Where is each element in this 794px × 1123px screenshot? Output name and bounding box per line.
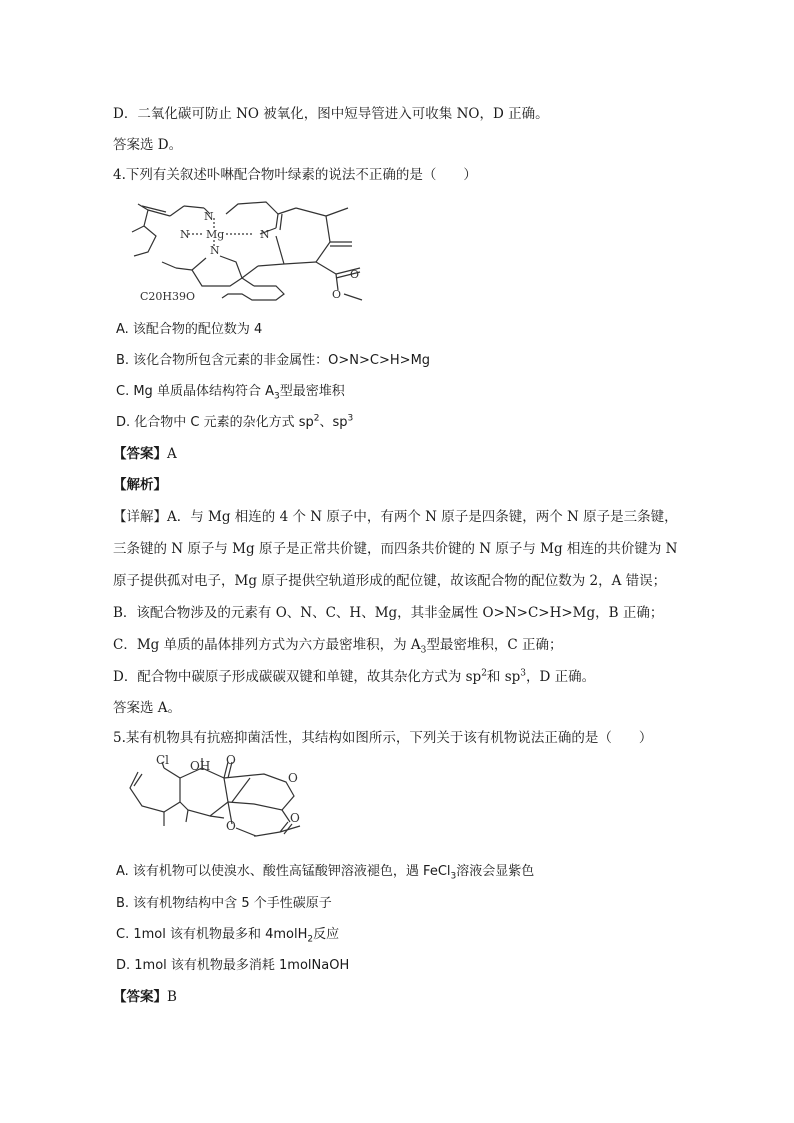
q5-option-c-post: 反应 — [313, 927, 340, 942]
q4-detail-line-6 — [113, 668, 595, 686]
chlorophyll-structure-figure — [126, 196, 376, 304]
q3-answer-line: 答案选 D。 — [113, 137, 183, 153]
q5-option-c — [116, 926, 339, 944]
figure-atom-cl: Cl — [156, 753, 170, 767]
q3-option-d: D．二氧化碳可防止 NO 被氧化，图中短导管进入可收集 NO，D 正确。 — [113, 106, 549, 122]
figure-atom-n1: N — [204, 210, 214, 223]
q4-option-b: B. 该化合物所包含元素的非金属性：O>N>C>H>Mg — [116, 353, 431, 368]
q4-detail-line-3: 原子提供孤对电子，Mg 原子提供空轨道形成的配位键，故该配合物的配位数为 2，A 错误； — [113, 573, 667, 589]
q4-detail-line-1: 【详解】A．与 Mg 相连的 4 个 N 原子中，有两个 N 原子是四条键，两个 N 原子是三条键， — [113, 509, 678, 525]
q4-answer-tag: 【答案】 — [113, 446, 167, 462]
q5-option-a-post: 溶液会显紫色 — [456, 864, 535, 879]
q4-answer — [113, 445, 177, 463]
figure-side-chain-label: C20H39O — [140, 290, 196, 303]
q4-detail-line-6-sup1: 2 — [481, 668, 487, 679]
q4-analysis-tag: 【解析】 — [113, 477, 167, 493]
q4-option-d-mid: 、sp — [319, 415, 348, 430]
q5-option-d: D. 1mol 该有机物最多消耗 1molNaOH — [116, 958, 350, 973]
q4-detail-line-6-text: D．配合物中碳原子形成碳碳双键和单键，故其杂化方式为 sp — [113, 669, 482, 685]
q4-detail-line-5-text: C．Mg 单质的晶体排列方式为六方最密堆积，为 A — [113, 637, 421, 653]
q4-option-c-text: C. Mg 单质晶体结构符合 A — [116, 384, 274, 399]
q4-option-d-text: D. 化合物中 C 元素的杂化方式 sp — [116, 415, 314, 430]
figure-atom-o-ester: O — [226, 819, 236, 833]
figure-atom-o2: O — [350, 268, 360, 281]
q5-option-c-text: C. 1mol 该有机物最多和 4molH — [116, 927, 308, 942]
q5-option-a-sub: 3 — [450, 871, 457, 882]
figure-atom-o-ketone: O — [226, 753, 236, 767]
q4-detail-line-6-post: ，D 正确。 — [526, 669, 596, 685]
q4-option-c-sub: 3 — [273, 391, 280, 402]
q5-answer-tag: 【答案】 — [113, 989, 167, 1005]
figure-atom-n3: N — [260, 228, 270, 241]
q4-detail-line-5-sub: 3 — [420, 645, 427, 656]
q4-option-c-post: 型最密堆积 — [279, 384, 345, 399]
q4-detail-line-6-mid: 和 sp — [486, 669, 521, 685]
q5-stem: 5.某有机物具有抗癌抑菌活性，其结构如图所示，下列关于该有机物说法正确的是（ ） — [113, 730, 653, 746]
q4-option-c — [116, 383, 345, 401]
organic-compound-structure-figure — [124, 752, 349, 837]
q4-detail-line-5 — [113, 636, 563, 654]
q5-option-c-sub: 2 — [307, 934, 314, 945]
q4-stem: 4.下列有关叙述卟啉配合物叶绿素的说法不正确的是（ ） — [113, 167, 477, 183]
q5-option-a-text: A. 该有机物可以使溴水、酸性高锰酸钾溶液褪色，遇 FeCl — [116, 864, 451, 879]
figure-atom-n4: N — [210, 244, 220, 257]
q4-option-a: A. 该配合物的配位数为 4 — [116, 322, 263, 337]
q4-detail-line-4: B．该配合物涉及的元素有 O、N、C、H、Mg，其非金属性 O>N>C>H>Mg，B 正确； — [113, 605, 664, 621]
figure-atom-o-furan: O — [288, 771, 298, 785]
q4-detail-line-2: 三条键的 N 原子与 Mg 原子是正常共价键，而四条共价键的 N 原子与 Mg 相连的共价键为 N — [113, 541, 678, 557]
figure-atom-mg: Mg — [206, 228, 225, 241]
q5-option-a — [116, 863, 534, 881]
figure-atom-oh: OH — [190, 759, 211, 773]
q4-option-d — [116, 414, 353, 432]
q4-detail-line-5-post: 型最密堆积，C 正确； — [426, 637, 563, 653]
q4-answer-value: A — [167, 446, 177, 462]
q5-answer — [113, 988, 177, 1006]
q4-detail-line-6-sup2: 3 — [520, 668, 527, 679]
q5-option-b: B. 该有机物结构中含 5 个手性碳原子 — [116, 896, 332, 911]
figure-atom-n2: N — [180, 228, 190, 241]
q4-option-d-sup2: 3 — [347, 413, 354, 424]
q4-option-d-sup1: 2 — [313, 413, 320, 424]
q5-answer-value: B — [167, 989, 177, 1005]
q4-answer-line: 答案选 A。 — [113, 700, 182, 716]
figure-atom-o1: O — [332, 288, 342, 301]
figure-atom-o-carbonyl: O — [290, 811, 300, 825]
